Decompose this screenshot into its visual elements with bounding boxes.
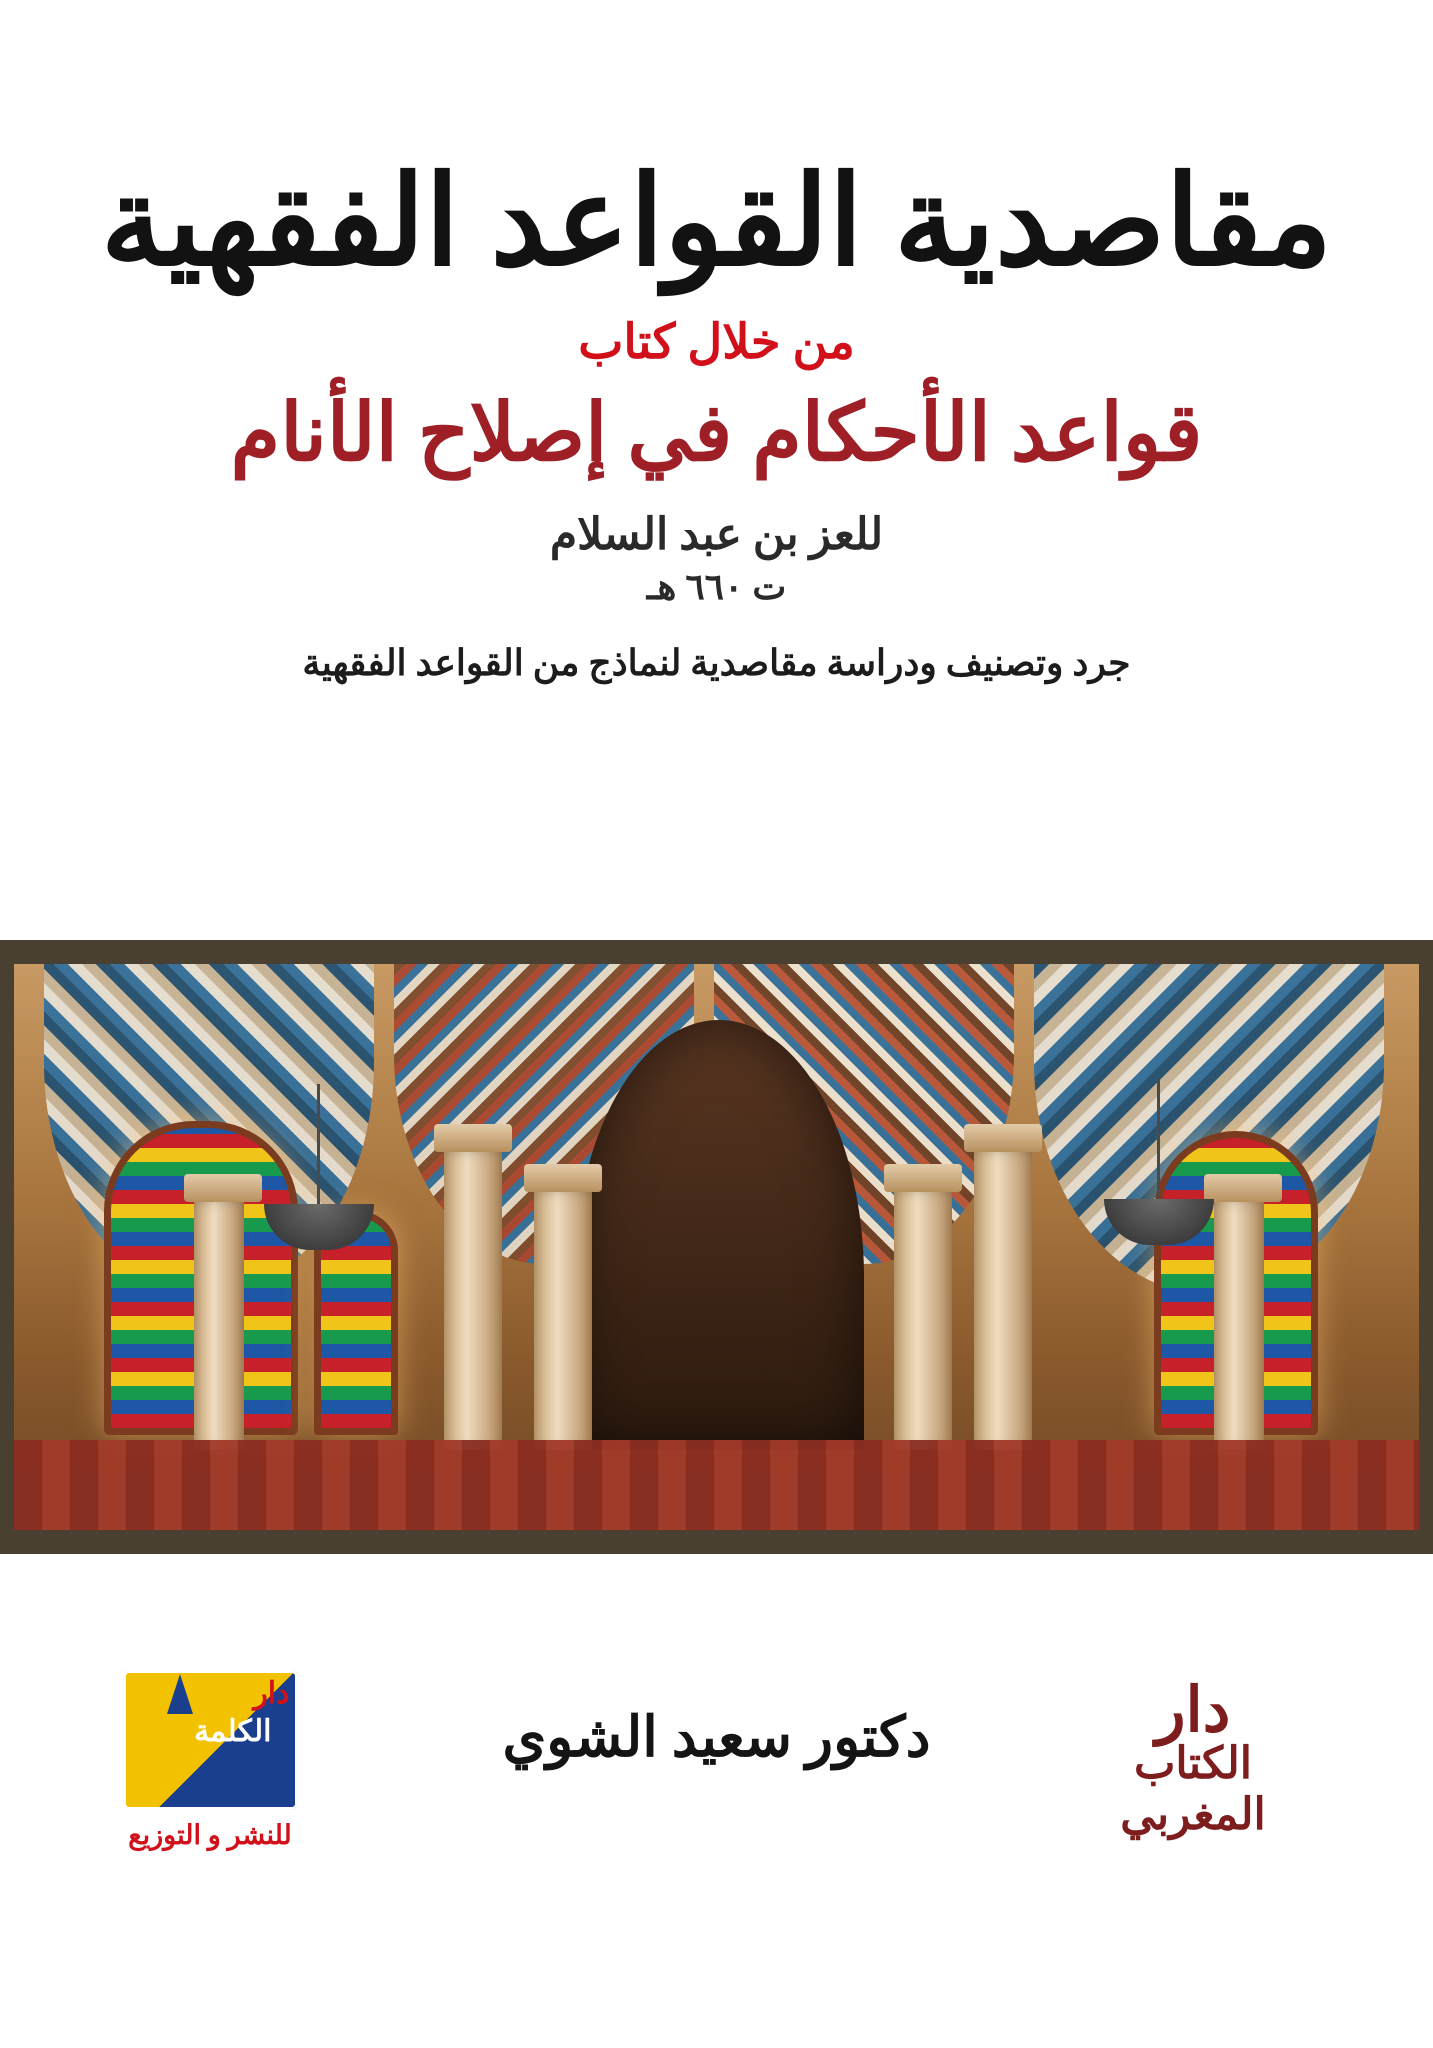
source-book-author-death: ت ٦٦٠ هـ — [646, 566, 787, 607]
source-book-title: قواعد الأحكام في إصلاح الأنام — [230, 390, 1203, 479]
cover-footer — [0, 1620, 1433, 1950]
publisher-logo-word-red: دار — [253, 1677, 290, 1710]
publisher-logo-caption: للنشر و التوزيع — [128, 1820, 292, 1850]
publisher-right-line2: الكتاب المغربي — [1120, 1739, 1266, 1839]
column-far-right — [1214, 1200, 1264, 1450]
publisher-logo-right — [1063, 1677, 1323, 1840]
cover-image-frame — [0, 940, 1433, 1554]
column-left-outer — [444, 1150, 502, 1450]
mosque-illustration — [14, 964, 1419, 1530]
publisher-logo-word-white: الكلمة — [194, 1715, 272, 1748]
column-left-inner — [534, 1190, 592, 1450]
column-right-outer — [974, 1150, 1032, 1450]
mosque-interior-photo — [14, 964, 1419, 1530]
cover-descriptor: جرد وتصنيف ودراسة مقاصدية لنماذج من القواعد الفقهية — [302, 642, 1131, 683]
column-right-inner — [894, 1190, 952, 1450]
cover-author-name: دكتور سعيد الشوي — [502, 1707, 931, 1769]
publisher-right-line1: دار — [1155, 1677, 1231, 1745]
column-far-left — [194, 1200, 244, 1450]
from-book-label: من خلال كتاب — [578, 316, 855, 370]
page-title: مقاصدية القواعد الفقهية — [100, 154, 1333, 291]
title-block — [0, 150, 1433, 684]
carpet-floor — [14, 1440, 1419, 1530]
source-book-author: للعز بن عبد السلام — [549, 510, 884, 560]
